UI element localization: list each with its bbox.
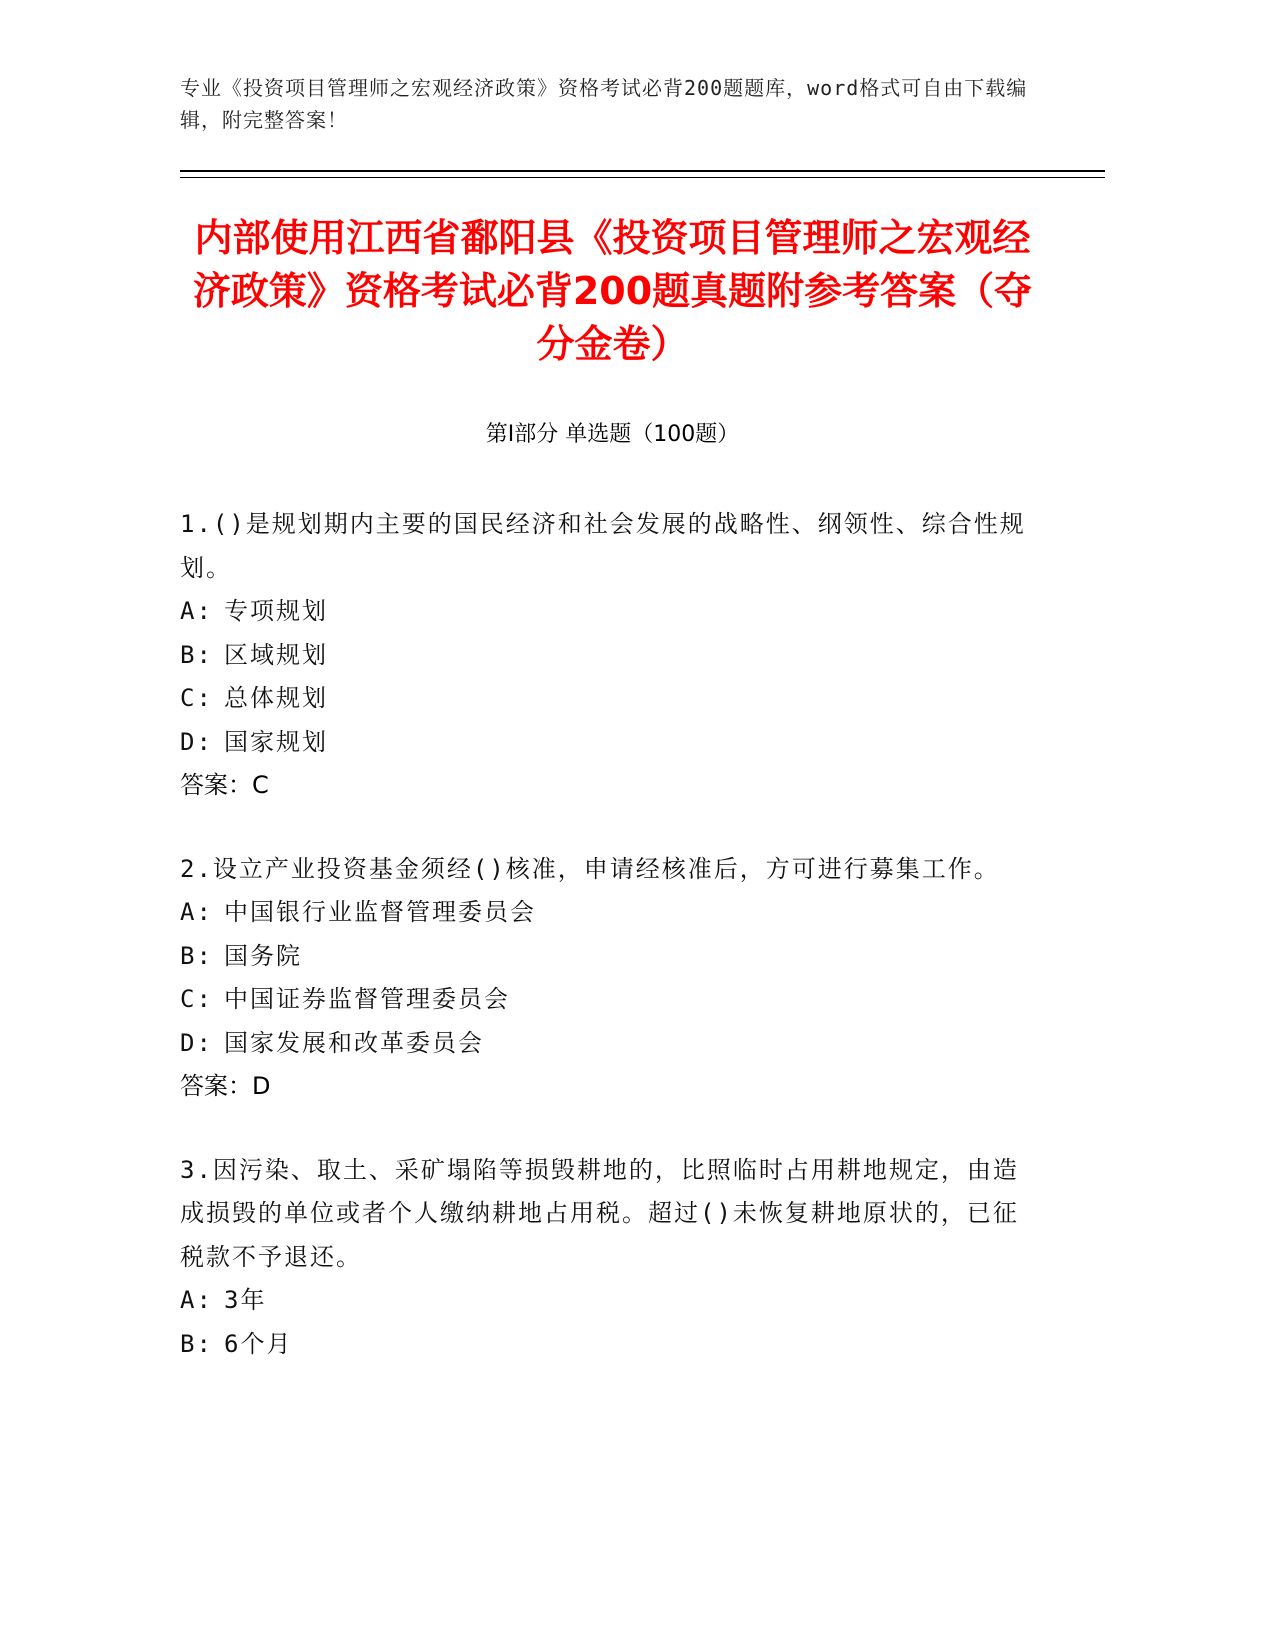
option-key: A: [180, 898, 213, 926]
option-b [180, 1323, 1030, 1367]
option-key: C: [180, 684, 213, 712]
option-text: 区域规划 [224, 640, 328, 669]
answer-line: 答案：D [180, 1072, 271, 1100]
option-d [180, 721, 1030, 765]
option-text: 国家发展和改革委员会 [224, 1028, 484, 1057]
option-key: C: [180, 985, 213, 1013]
header-note: 专业《投资项目管理师之宏观经济政策》资格考试必背200题题库，word格式可自由下载编辑，附完整答案！ [180, 76, 1028, 132]
option-text: 3年 [224, 1286, 267, 1314]
question-3 [180, 1149, 1030, 1367]
option-b [180, 935, 1030, 979]
question-2 [180, 848, 1030, 1109]
option-b [180, 634, 1030, 678]
option-d [180, 1022, 1030, 1066]
question-stem: 2.设立产业投资基金须经()核准，申请经核准后，方可进行募集工作。 [180, 854, 1000, 883]
header-rule-thin [180, 177, 1105, 178]
section-title: 第Ⅰ部分 单选题（100题） [485, 422, 740, 447]
option-c [180, 677, 1030, 721]
option-a [180, 891, 1030, 935]
option-text: 中国银行业监督管理委员会 [224, 898, 536, 926]
option-c [180, 978, 1030, 1022]
option-key: B: [180, 640, 213, 669]
option-key: A: [180, 1286, 213, 1314]
question-list [180, 503, 1030, 1406]
question-stem: 1.()是规划期内主要的国民经济和社会发展的战略性、纲领性、综合性规划。 [180, 510, 1026, 582]
answer-line: 答案：C [180, 771, 269, 799]
option-key: B: [180, 941, 213, 970]
question-1 [180, 503, 1030, 808]
option-text: 6个月 [224, 1329, 293, 1358]
header-rule-thick [180, 170, 1105, 172]
document-title: 内部使用江西省鄱阳县《投资项目管理师之宏观经济政策》资格考试必背200题真题附参考答案（夺分金卷） [192, 216, 1033, 366]
option-key: D: [180, 727, 213, 756]
option-key: B: [180, 1329, 213, 1358]
question-stem: 3.因污染、取土、采矿塌陷等损毁耕地的，比照临时占用耕地规定，由造成损毁的单位或者个人缴纳耕地占用税。超过()未恢复耕地原状的，已征税款不予退还。 [180, 1155, 1019, 1271]
option-text: 国务院 [224, 941, 302, 970]
option-key: D: [180, 1028, 213, 1057]
option-text: 专项规划 [224, 597, 328, 625]
option-a [180, 1279, 1030, 1323]
option-key: A: [180, 597, 213, 625]
option-text: 总体规划 [224, 684, 328, 712]
option-a [180, 590, 1030, 634]
option-text: 国家规划 [224, 727, 328, 756]
option-text: 中国证券监督管理委员会 [224, 985, 510, 1013]
